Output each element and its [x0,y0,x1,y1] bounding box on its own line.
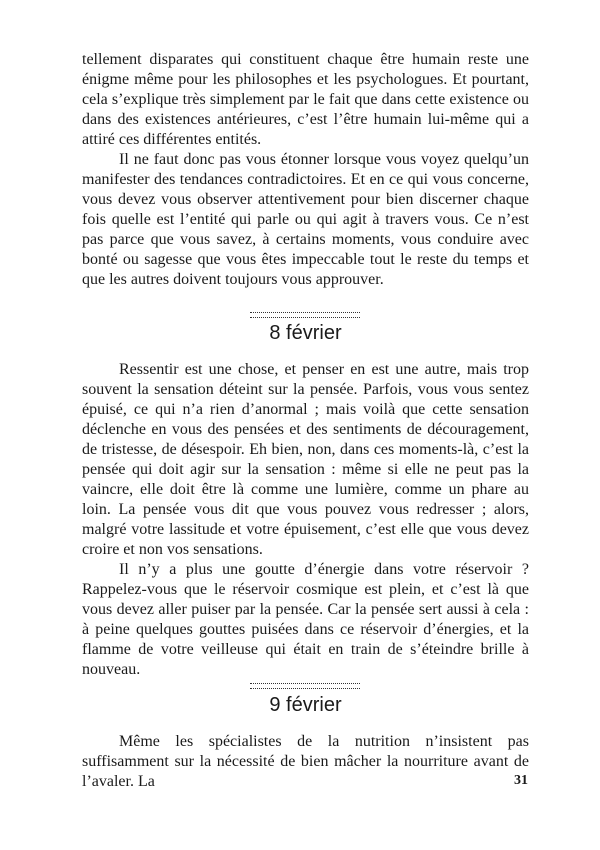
paragraph: Ressentir est une chose, et penser en est une autre, mais trop souvent la sensation déteint sur la pensée. Parfois, vous vous sentez épuisé, ce qui n’a rien d’anormal ; mais voilà que cette sensation déclenche en vous des pensées et des sentiments de découragement, de tristesse, de désespoir. Eh bien, non, dans ces moments-là, c’est la pensée qui doit agir sur la sensation : même si elle ne peut pas la vaincre, elle doit être là comme une lumière, comme un phare au loin. La pensée vous dit que vous pouvez vous redresser ; alors, malgré votre lassitude et votre épuisement, c’est elle que vous devez croire et non vos sensations. [82,361,529,558]
section-intro [82,50,529,290]
page-number: 31 [514,773,528,788]
section-title-9-fevrier: 9 février [269,694,342,716]
section-title-8-fevrier: 8 février [269,322,342,344]
paragraph: Même les spécialistes de la nutrition n’insistent pas suffisamment sur la nécessité de bien mâcher la nourriture avant de l’avaler. La [82,733,529,790]
section-divider [250,683,360,689]
section-8-fevrier [82,360,529,680]
paragraph: Il ne faut donc pas vous étonner lorsque vous voyez quelqu’un manifester des tendances contradictoires. Et en ce qui vous concerne, vous devez vous observer attentivement pour bien discerner chaque fois quelle est l’entité qui parle ou qui agit à travers vous. Ce n’est pas parce que vous savez, à certains moments, vous conduire avec bonté ou sagesse que vous êtes impeccable tout le reste du temps et que les autres doivent toujours vous approuver. [82,151,529,288]
section-9-fevrier [82,732,529,792]
paragraph: tellement disparates qui constituent chaque être humain reste une énigme même pour les philosophes et les psychologues. Et pourtant, cela s’explique très simplement par le fait que dans cette existence ou dans des existences antérieures, c’est l’être humain lui-même qui a attiré ces différentes entités. [82,51,529,148]
section-divider [250,312,360,318]
paragraph: Il n’y a plus une goutte d’énergie dans votre réservoir ? Rappelez-vous que le réservoir cosmique est plein, et c’est là que vous devez aller puiser par la pensée. Car la pensée sert aussi à cela : à peine quelques gouttes puisées dans ce réservoir d’énergies, et la flamme de votre veilleuse qui était en train de s’éteindre brille à nouveau. [82,561,529,678]
